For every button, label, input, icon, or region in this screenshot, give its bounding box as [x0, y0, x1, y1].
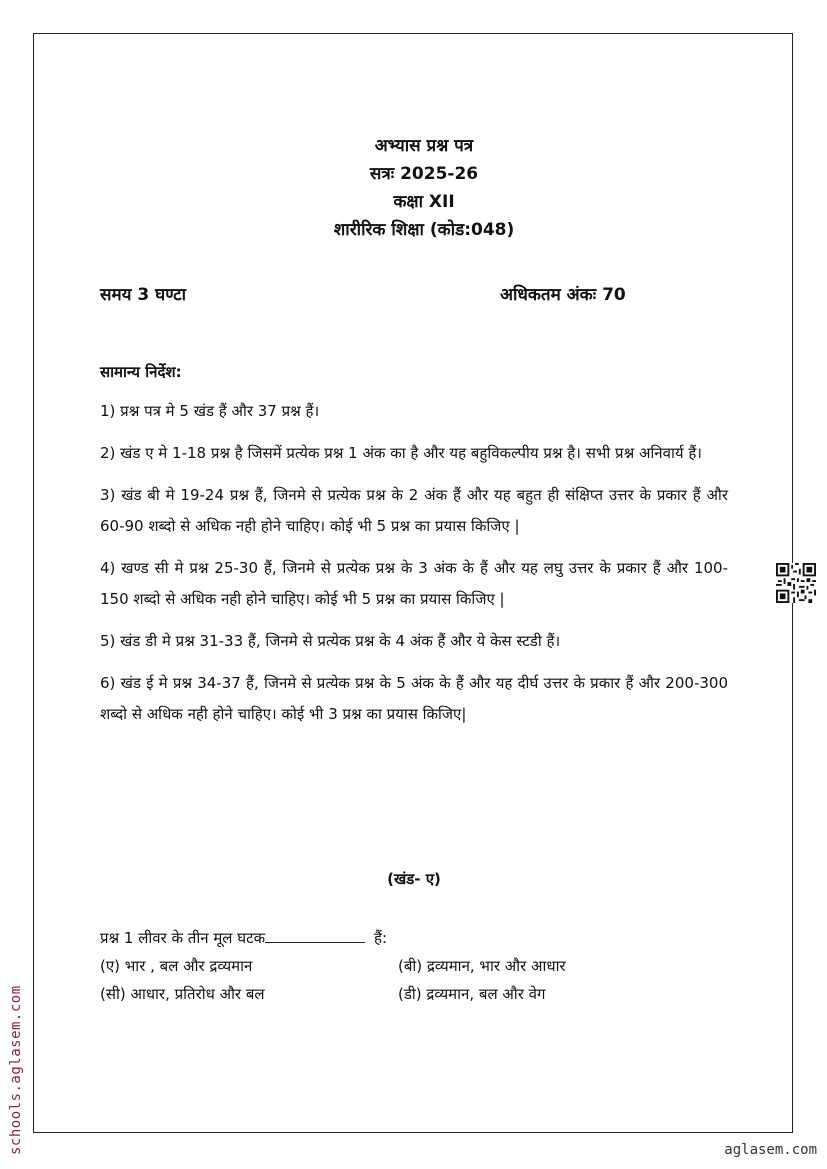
title-session: सत्रः 2025-26 [369, 164, 479, 184]
footer-watermark: aglasem.com [724, 1142, 817, 1158]
option-d: (डी) द्रव्यमान, बल और वेग [398, 985, 546, 1003]
instruction-item: 1) प्रश्न पत्र मे 5 खंड हैं और 37 प्रश्न हैं। [100, 402, 320, 420]
answer-blank [265, 928, 365, 943]
instructions-list [100, 396, 728, 741]
question-1-options [100, 952, 728, 1008]
title-class: कक्षा XII [393, 192, 455, 212]
time-allowed: समय 3 घण्टा [100, 285, 187, 305]
instruction-item: 2) खंड ए मे 1-18 प्रश्न है जिसमें प्रत्येक प्रश्न 1 अंक का है और यह बहुविकल्पीय प्रश्न है। सभी प्रश्न अनिवार्य हैं। [100, 444, 702, 462]
paper-title [34, 132, 794, 244]
option-c: (सी) आधार, प्रतिरोध और बल [100, 985, 265, 1003]
max-marks: अधिकतम अंकः 70 [500, 285, 626, 305]
section-a-heading: (खंड- ए) [387, 870, 441, 888]
title-subject: शारीरिक शिक्षा (कोड:048) [333, 220, 515, 240]
option-b: (बी) द्रव्यमान, भार और आधार [398, 957, 566, 975]
question-1-text: प्रश्न 1 लीवर के तीन मूल घटक [100, 929, 266, 947]
instruction-item: 6) खंड ई मे प्रश्न 34-37 हैं, जिनमे से प्रत्येक प्रश्न के 5 अंक के हैं और यह दीर्घ उत्तर के प्रकार हैं और 200-300 शब्दो से अधिक नही होने चाहिए। कोई भी 3 प्रश्न का प्रयास किजिए| [100, 674, 728, 723]
side-watermark: schools.aglasem.com [8, 985, 24, 1155]
qr-code-icon [776, 563, 816, 603]
instruction-item: 3) खंड बी मे 19-24 प्रश्न हैं, जिनमे से प्रत्येक प्रश्न के 2 अंक हैं और यह बहुत ही संक्षिप्त उत्तर के प्रकार हैं और 60-90 शब्दो से अधिक नही होने चाहिए। कोई भी 5 प्रश्न का प्रयास किजिए | [100, 486, 728, 535]
page-border [33, 33, 793, 1133]
question-1-stem [100, 924, 728, 952]
option-a: (ए) भार , बल और द्रव्यमान [100, 957, 253, 975]
question-1 [100, 924, 728, 1008]
instruction-item: 4) खण्ड सी मे प्रश्न 25-30 हैं, जिनमे से प्रत्येक प्रश्न के 3 अंक के हैं और यह लघु उत्तर के प्रकार हैं और 100-150 शब्दो से अधिक नही होने चाहिए। कोई भी 5 प्रश्न का प्रयास किजिए | [100, 559, 728, 608]
general-instructions-heading: सामान्य निर्देश: [100, 363, 182, 381]
instruction-item: 5) खंड डी मे प्रश्न 31-33 हैं, जिनमे से प्रत्येक प्रश्न के 4 अंक हैं और ये केस स्टडी हैं। [100, 632, 561, 650]
title-practice-paper: अभ्यास प्रश्न पत्र [374, 136, 474, 156]
question-1-text-end: हैं: [373, 929, 388, 947]
